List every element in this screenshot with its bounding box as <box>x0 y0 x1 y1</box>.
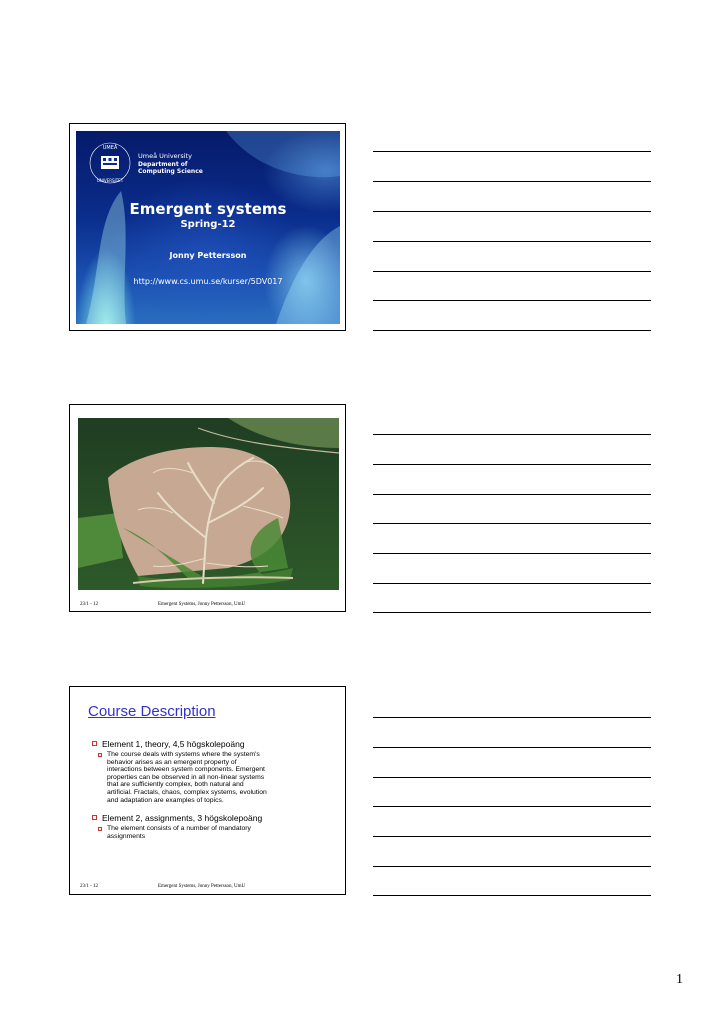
note-line <box>373 181 651 182</box>
umea-university-logo-icon <box>88 141 132 185</box>
sub-bullet-square-icon <box>98 827 102 831</box>
slide-2-footer-text: Emergent Systems, Jonny Pettersson, UmU <box>158 602 246 607</box>
note-line <box>373 523 651 524</box>
department-line-1: Department of <box>138 161 188 168</box>
note-line <box>373 151 651 152</box>
slide-3-thumbnail <box>69 686 346 895</box>
course-url[interactable]: http://www.cs.umu.se/kurser/5DV017 <box>133 277 283 286</box>
bullet-element-2 <box>92 813 262 823</box>
note-line <box>373 211 651 212</box>
slide-1-thumbnail <box>69 123 346 331</box>
note-line <box>373 553 651 554</box>
bullet-square-icon <box>92 741 97 746</box>
slide-3-footer-date: 23/1 - 12 <box>80 884 99 889</box>
note-line <box>373 300 651 301</box>
note-line <box>373 612 651 613</box>
note-line <box>373 836 651 837</box>
university-name: Umeå University <box>138 152 192 160</box>
sub-bullet-2-line: assignments <box>107 832 146 840</box>
slide-2-thumbnail <box>69 404 346 612</box>
department-line-2: Computing Science <box>138 168 203 175</box>
bullet-1-label: Element 1, theory, 4,5 högskolepoäng <box>102 739 245 749</box>
note-line <box>373 747 651 748</box>
slide-3-footer-text: Emergent Systems, Jonny Pettersson, UmU <box>158 884 246 889</box>
note-line <box>373 717 651 718</box>
note-line <box>373 241 651 242</box>
sub-bullet-1-line: that are sufficiently complex, both natural and <box>107 781 244 789</box>
note-line <box>373 271 651 272</box>
note-line <box>373 494 651 495</box>
sub-bullet-1-line: and adaptation are examples of topics. <box>107 796 224 804</box>
note-line <box>373 434 651 435</box>
sub-bullet-1-line: properties can be observed in all non-linear systems <box>107 773 265 781</box>
slide-3-title: Course Description <box>88 703 216 720</box>
note-line <box>373 777 651 778</box>
bullet-square-icon <box>92 815 97 820</box>
slide-1-title: Emergent systems <box>129 200 287 218</box>
sub-bullet-1-line: interactions between system components. Emergent <box>107 766 265 774</box>
sub-bullet-1-line: behavior arises as an emergent property of <box>107 758 237 766</box>
note-line <box>373 895 651 896</box>
sub-bullet-1-line: The course deals with systems where the system's <box>107 751 260 758</box>
slide-2-footer-date: 23/1 - 12 <box>80 602 99 607</box>
page-number: 1 <box>676 972 683 987</box>
sub-bullet-1-line: artificial. Fractals, chaos, complex systems, evolution <box>107 788 267 796</box>
slide-1-aurora-background <box>76 131 340 324</box>
slide-1-subtitle: Spring-12 <box>180 219 236 230</box>
bullet-element-1 <box>92 739 245 749</box>
sub-bullet-square-icon <box>98 753 102 757</box>
note-line <box>373 866 651 867</box>
slide-1-author: Jonny Pettersson <box>169 251 247 260</box>
sub-bullet-2-line: The element consists of a number of mandatory <box>107 825 251 832</box>
note-line <box>373 464 651 465</box>
bullet-2-label: Element 2, assignments, 3 högskolepoäng <box>102 813 263 823</box>
note-line <box>373 330 651 331</box>
note-line <box>373 583 651 584</box>
note-line <box>373 806 651 807</box>
svg-text:UNIVERSITET: UNIVERSITET <box>96 178 124 183</box>
sub-bullet-element-1 <box>107 751 329 804</box>
svg-text:UMEÅ: UMEÅ <box>102 145 118 151</box>
department-name <box>138 161 203 175</box>
clearcut-tree-aerial-photo <box>78 418 339 590</box>
sub-bullet-element-2 <box>107 825 329 840</box>
